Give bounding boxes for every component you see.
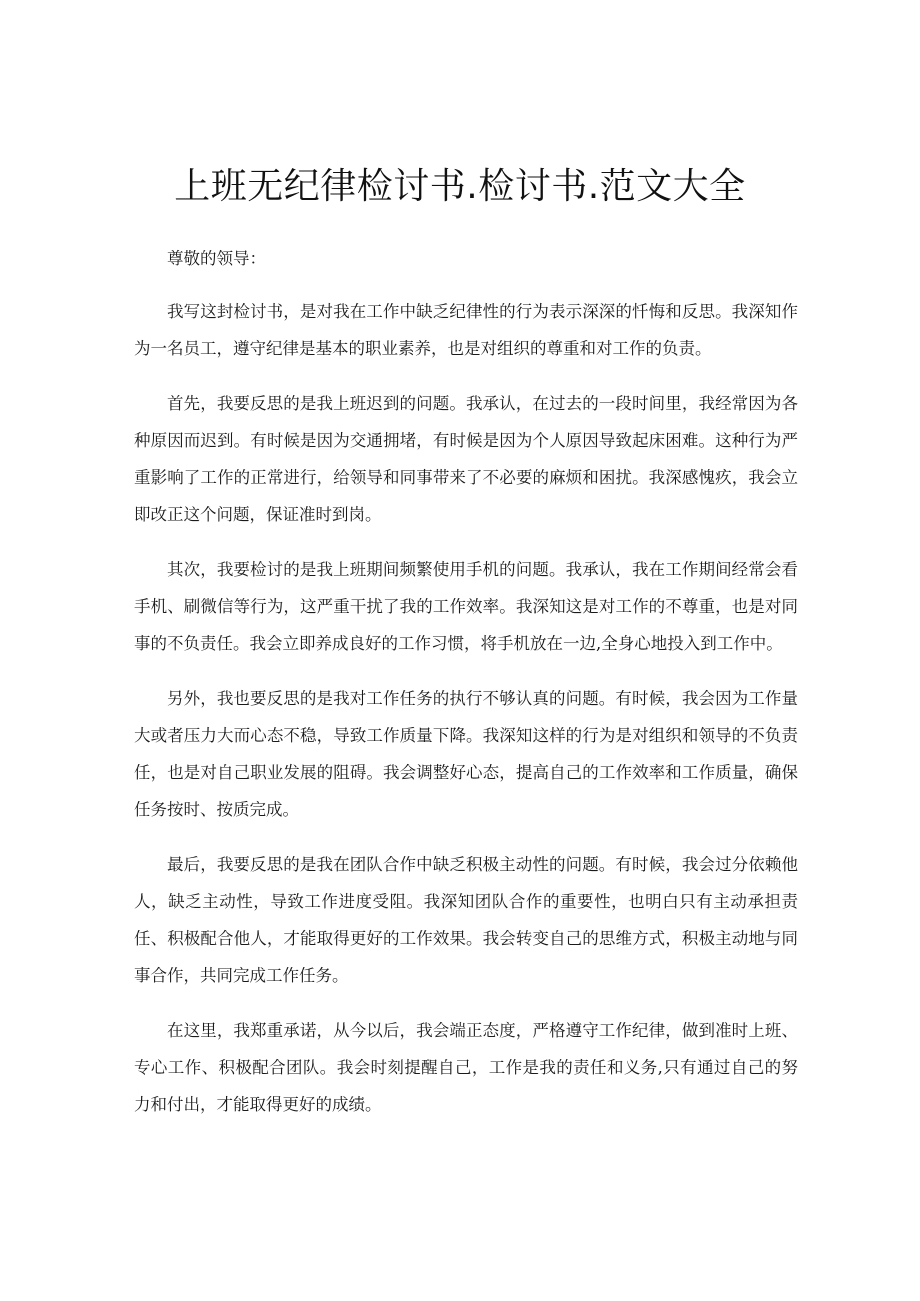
document-body bbox=[134, 240, 798, 1141]
paragraph-phone-use: 其次，我要检讨的是我上班期间频繁使用手机的问题。我承认，我在工作期间经常会看手机、刷微信等行为，这严重干扰了我的工作效率。我深知这是对工作的不尊重，也是对同事的不负责任。我会立即养成良好的工作习惯，将手机放在一边,全身心地投入到工作中。 bbox=[134, 560, 798, 653]
paragraph-task-execution: 另外，我也要反思的是我对工作任务的执行不够认真的问题。有时候，我会因为工作量大或者压力大而心态不稳，导致工作质量下降。我深知这样的行为是对组织和领导的不负责任，也是对自己职业发展的阻碍。我会调整好心态，提高自己的工作效率和工作质量，确保任务按时、按质完成。 bbox=[134, 689, 798, 819]
salutation: 尊敬的领导： bbox=[167, 249, 266, 268]
paragraph-teamwork: 最后，我要反思的是我在团队合作中缺乏积极主动性的问题。有时候，我会过分依赖他人，缺乏主动性，导致工作进度受阻。我深知团队合作的重要性，也明白只有主动承担责任、积极配合他人，才能取得更好的工作效果。我会转变自己的思维方式，积极主动地与同事合作，共同完成工作任务。 bbox=[134, 855, 798, 985]
paragraph-lateness: 首先，我要反思的是我上班迟到的问题。我承认，在过去的一段时间里，我经常因为各种原因而迟到。有时候是因为交通拥堵，有时候是因为个人原因导致起床困难。这种行为严重影响了工作的正常进行，给领导和同事带来了不必要的麻烦和困扰。我深感愧疚，我会立即改正这个问题，保证准时到岗。 bbox=[134, 394, 798, 524]
paragraph-commitment: 在这里，我郑重承诺，从今以后，我会端正态度，严格遵守工作纪律，做到准时上班、专心工作、积极配合团队。我会时刻提醒自己，工作是我的责任和义务,只有通过自己的努力和付出，才能取得更好的成绩。 bbox=[134, 1021, 798, 1114]
paragraph-intro: 我写这封检讨书，是对我在工作中缺乏纪律性的行为表示深深的忏悔和反思。我深知作为一名员工，遵守纪律是基本的职业素养，也是对组织的尊重和对工作的负责。 bbox=[134, 302, 798, 358]
document-title: 上班无纪律检讨书.检讨书.范文大全 bbox=[174, 166, 746, 207]
